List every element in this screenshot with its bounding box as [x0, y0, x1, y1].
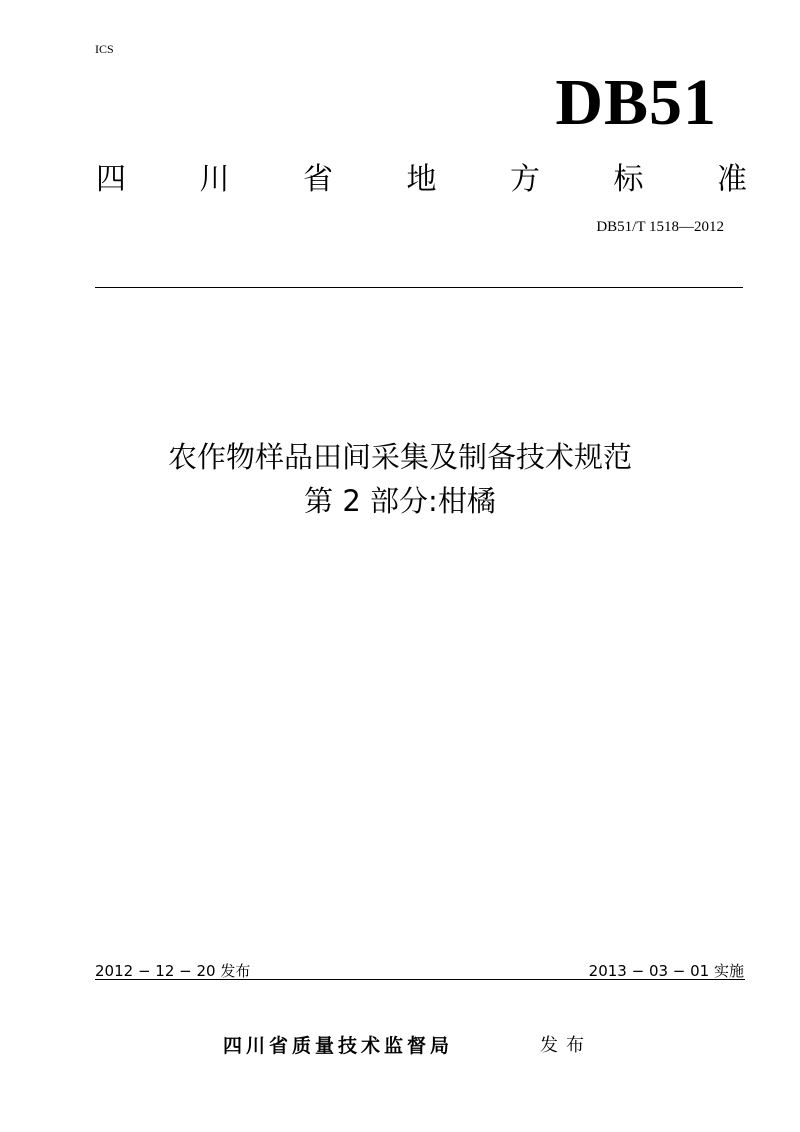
document-subtitle: 第 2 部分:柑橘	[304, 484, 496, 518]
standard-type-heading	[96, 156, 747, 196]
standard-number: DB51/T 1518—2012	[596, 219, 724, 235]
bottom-divider	[95, 979, 745, 980]
issuing-authority: 四川省质量技术监督局	[223, 1035, 454, 1057]
standard-type-char: 标	[613, 162, 644, 197]
db51-code: DB51	[555, 66, 717, 139]
standard-type-char: 川	[199, 162, 230, 197]
standard-type-char: 省	[303, 162, 333, 197]
top-divider	[95, 287, 743, 288]
implementation-date: 2013 − 03 − 01 实施	[588, 962, 744, 980]
standard-type-char: 准	[717, 162, 747, 197]
publish-label: 发布	[540, 1035, 592, 1056]
issue-date: 2012 − 12 − 20 发布	[95, 962, 251, 980]
standard-type-char: 方	[510, 162, 540, 197]
ics-label: ICS	[95, 42, 114, 56]
document-title: 农作物样品田间采集及制备技术规范	[167, 440, 632, 474]
standard-type-char: 四	[96, 162, 126, 197]
standard-type-char: 地	[406, 162, 437, 197]
